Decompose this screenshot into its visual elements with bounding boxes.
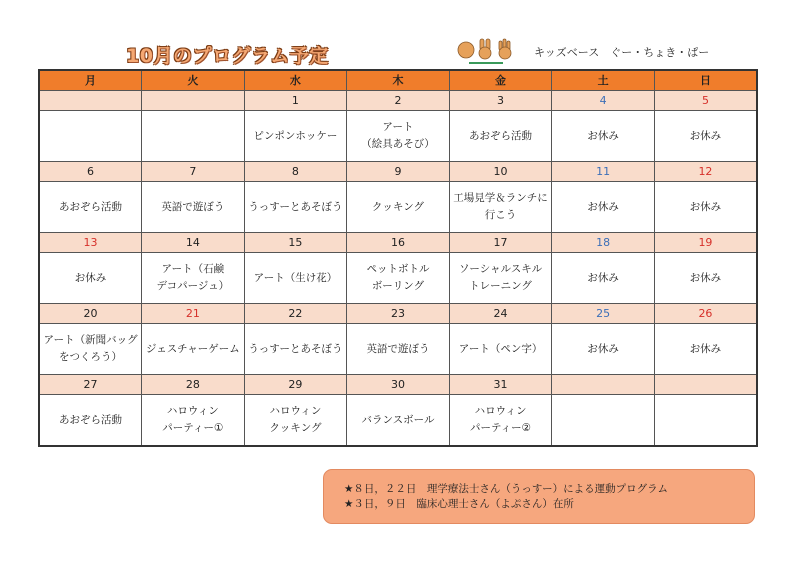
date-cell: 16 [347,233,450,253]
activity-cell: お休み [654,324,757,375]
date-cell: 27 [39,375,142,395]
organization-name: キッズベース ぐー・ちょき・ぱー [534,46,710,59]
weekday-fri: 金 [449,70,552,91]
activity-cell: ピンポンホッケー [244,111,347,162]
date-cell: 28 [142,375,245,395]
activity-cell: 英語で遊ぼう [142,182,245,233]
activity-cell: うっすーとあそぼう [244,182,347,233]
date-cell: 6 [39,162,142,182]
activity-cell: アート（ペン字） [449,324,552,375]
date-row [39,375,757,395]
date-cell: 26 [654,304,757,324]
date-cell: 17 [449,233,552,253]
date-cell: 13 [39,233,142,253]
activity-cell: ソーシャルスキル トレーニング [449,253,552,304]
date-cell: 20 [39,304,142,324]
date-cell: 15 [244,233,347,253]
date-cell [142,91,245,111]
activity-cell: ペットボトル ボーリング [347,253,450,304]
weekday-mon: 月 [39,70,142,91]
activity-cell: お休み [552,253,655,304]
activity-cell: ジェスチャーゲーム [142,324,245,375]
activity-row [39,182,757,233]
date-cell: 23 [347,304,450,324]
activity-cell: あおぞら活動 [39,395,142,447]
date-cell [552,375,655,395]
date-row [39,304,757,324]
date-cell: 29 [244,375,347,395]
date-cell: 30 [347,375,450,395]
weekday-thu: 木 [347,70,450,91]
activity-cell [552,395,655,447]
date-cell [654,375,757,395]
date-cell: 31 [449,375,552,395]
activity-cell: うっすーとあそぼう [244,324,347,375]
date-cell: 7 [142,162,245,182]
activity-cell: お休み [654,111,757,162]
weekday-tue: 火 [142,70,245,91]
weekday-sat: 土 [552,70,655,91]
date-cell: 12 [654,162,757,182]
activity-cell: バランスボール [347,395,450,447]
activity-cell: お休み [654,182,757,233]
activity-cell: ハロウィン パーティー② [449,395,552,447]
date-cell: 19 [654,233,757,253]
calendar-body [39,91,757,447]
date-cell: 21 [142,304,245,324]
activity-row [39,324,757,375]
note-line: ★８日，２２日 理学療法士さん（うっすー）による運動プログラム [344,483,668,495]
activity-cell: あおぞら活動 [39,182,142,233]
notes-box [323,469,755,524]
date-cell: 8 [244,162,347,182]
activity-cell: アート（生け花） [244,253,347,304]
date-row [39,91,757,111]
date-cell: 14 [142,233,245,253]
weekday-header-row [39,70,757,91]
activity-row [39,253,757,304]
date-row [39,233,757,253]
date-cell: 3 [449,91,552,111]
note-line: ★３日，９日 臨床心理士さん（よぷさん）在所 [344,498,574,510]
rock-scissors-paper-hands-logo [455,36,517,66]
date-cell [39,91,142,111]
activity-cell: 工場見学＆ランチに 行こう [449,182,552,233]
date-cell: 4 [552,91,655,111]
activity-cell: アート （絵具あそび） [347,111,450,162]
date-cell: 5 [654,91,757,111]
date-cell: 1 [244,91,347,111]
date-cell: 25 [552,304,655,324]
activity-cell: お休み [552,111,655,162]
activity-cell: お休み [654,253,757,304]
date-cell: 2 [347,91,450,111]
date-cell: 10 [449,162,552,182]
activity-cell: 英語で遊ぼう [347,324,450,375]
date-row [39,162,757,182]
activity-cell: お休み [552,324,655,375]
date-cell: 11 [552,162,655,182]
activity-cell [39,111,142,162]
activity-cell: ハロウィン パーティー① [142,395,245,447]
date-cell: 24 [449,304,552,324]
activity-cell: あおぞら活動 [449,111,552,162]
activity-cell: クッキング [347,182,450,233]
activity-row [39,395,757,447]
activity-cell [654,395,757,447]
activity-cell: アート（石鹸 デコパージュ） [142,253,245,304]
weekday-wed: 水 [244,70,347,91]
activity-row [39,111,757,162]
calendar-table [38,69,758,447]
weekday-sun: 日 [654,70,757,91]
activity-cell: アート（新聞バッグ をつくろう） [39,324,142,375]
activity-cell [142,111,245,162]
activity-cell: お休み [39,253,142,304]
date-cell: 22 [244,304,347,324]
date-cell: 9 [347,162,450,182]
activity-cell: お休み [552,182,655,233]
activity-cell: ハロウィン クッキング [244,395,347,447]
page-title: 10月のプログラム予定 [126,45,329,67]
date-cell: 18 [552,233,655,253]
